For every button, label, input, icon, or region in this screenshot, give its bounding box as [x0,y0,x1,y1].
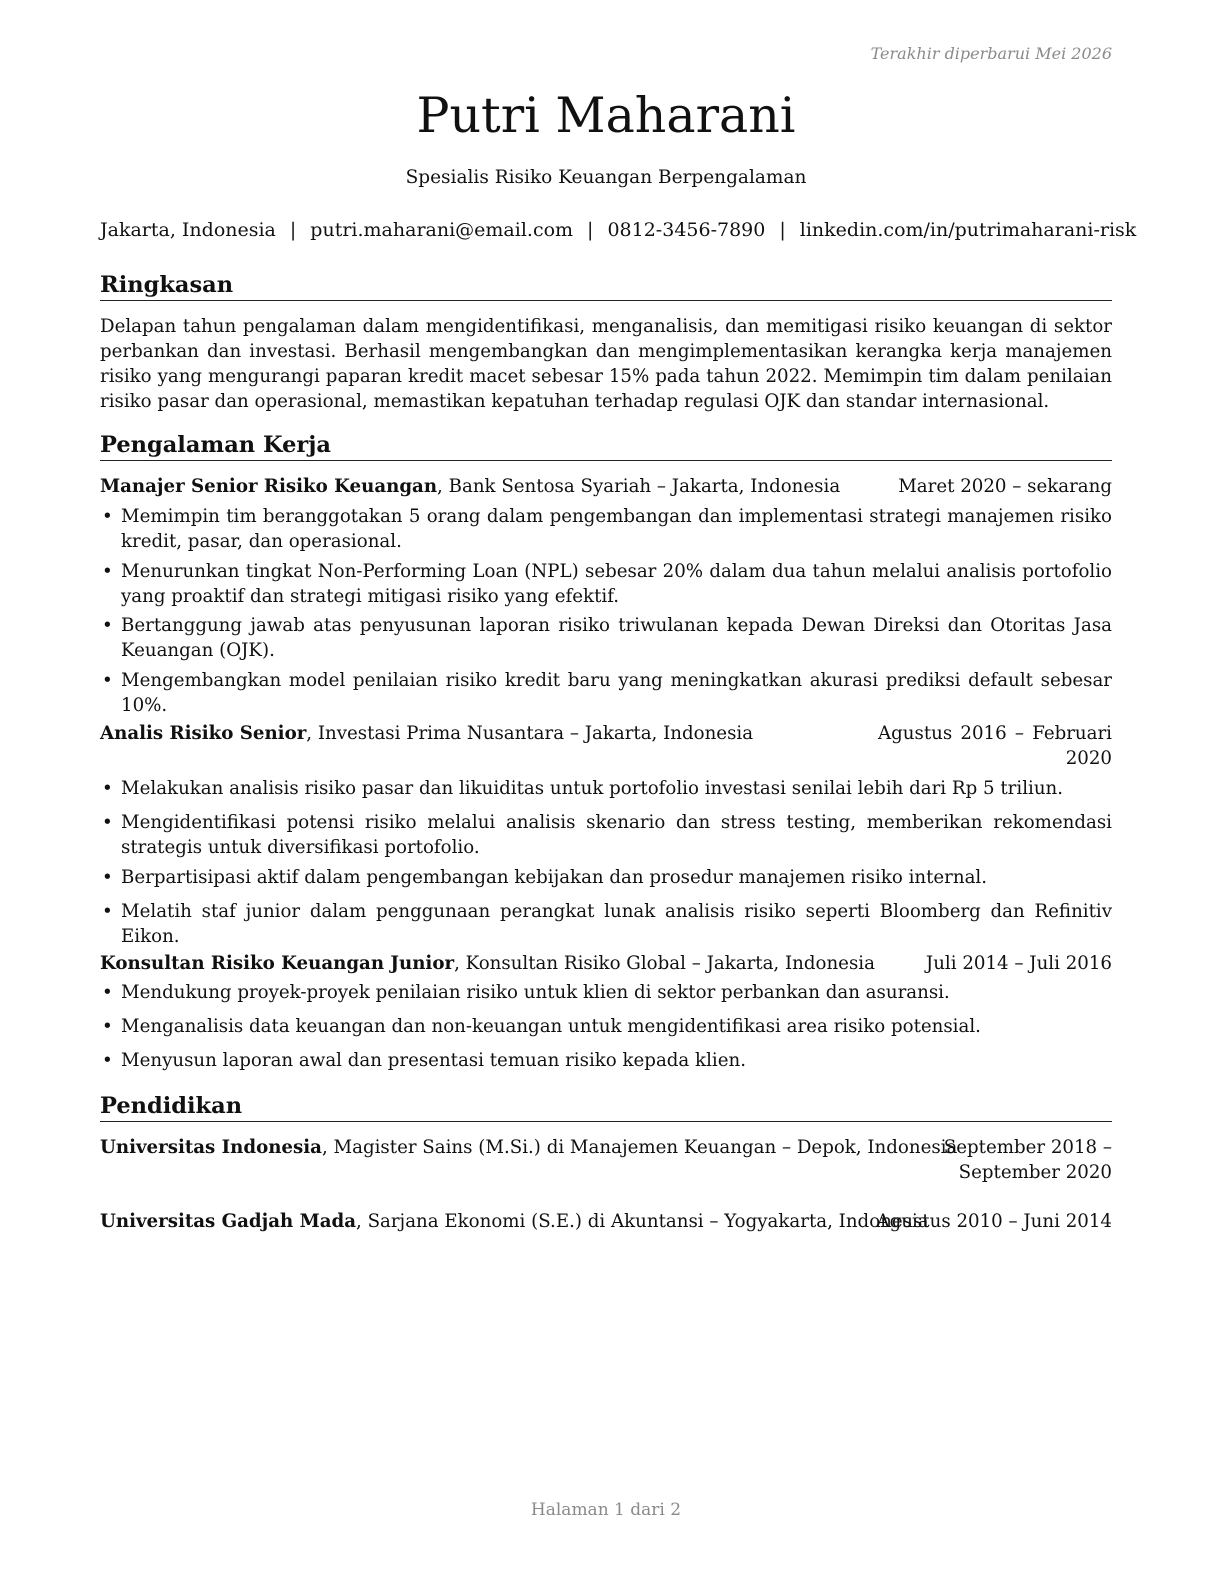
contact-separator: | [587,219,594,241]
education-dates: September 2018 – [943,1137,1112,1158]
contact-location: Jakarta, Indonesia [100,219,276,241]
job-title-line [100,474,840,499]
contact-separator: | [779,219,786,241]
job-role: Konsultan Risiko Keuangan Junior [100,953,455,974]
contact-phone: 0812-3456-7890 [607,219,766,241]
list-item: • Memimpin tim beranggotakan 5 orang dalam pengembangan dan implementasi strategi manajemen risiko kredit, pasar, dan operasional. [100,504,1112,554]
job-bullets [100,504,1112,722]
degree-name: , Magister Sains (M.Si.) di Manajemen Keuangan – Depok, Indonesia [321,1137,958,1158]
resume-page [100,0,1137,1584]
degree-name: , Sarjana Ekonomi (S.E.) di Akuntansi – Yogyakarta, Indonesia [356,1211,929,1232]
last-updated: Terakhir diperbarui Mei 2026 [870,44,1112,63]
job-role: Manajer Senior Risiko Keuangan [100,476,438,497]
education-dates: September 2020 [958,1162,1112,1183]
list-item: • Melatih staf junior dalam penggunaan perangkat lunak analisis risiko seperti Bloomberg dan Refinitiv Eikon. [100,899,1112,949]
job-dates: Maret 2020 – sekarang [898,476,1112,497]
list-item: • Mengembangkan model penilaian risiko kredit baru yang meningkatkan akurasi prediksi default sebesar 10%. [100,668,1112,718]
job-organization: , Konsultan Risiko Global – Jakarta, Indonesia [454,953,875,974]
list-item: • Menyusun laporan awal dan presentasi temuan risiko kepada klien. [100,1048,1112,1073]
school-name: Universitas Indonesia [100,1137,322,1158]
job-title-line [100,721,753,746]
candidate-headline: Spesialis Risiko Keuangan Berpengalaman [405,167,807,188]
list-item: • Mendukung proyek-proyek penilaian risiko untuk klien di sektor perbankan dan asuransi. [100,980,1112,1005]
list-item: • Bertanggung jawab atas penyusunan laporan risiko triwulanan kepada Dewan Direksi dan Otoritas Jasa Keuangan (OJK). [100,613,1112,663]
candidate-name: Putri Maharani [416,87,796,144]
contact-linkedin[interactable]: linkedin.com/in/putrimaharani-risk [799,219,1137,241]
job-organization: , Bank Sentosa Syariah – Jakarta, Indonesia [437,476,841,497]
section-title-summary: Ringkasan [100,270,1112,301]
contact-separator: | [289,219,297,241]
summary-text: Delapan tahun pengalaman dalam mengidentifikasi, menganalisis, dan memitigasi risiko keuangan di sektor perbankan dan investasi. Berhasil mengembangkan dan mengimplementasikan kerangka kerja manajemen risiko yang mengurangi paparan kredit macet sebesar 15% pada tahun 2022. Memimpin tim dalam penilaian risiko pasar dan operasional, memastikan kepatuhan terhadap regulasi OJK dan standar internasional. [100,316,1112,412]
job-bullets [100,980,1112,1078]
section-title-experience: Pengalaman Kerja [100,430,1112,461]
education-dates: Agustus 2010 – Juni 2014 [876,1211,1112,1232]
contact-email[interactable]: putri.maharani@email.com [310,219,574,241]
job-organization: , Investasi Prima Nusantara – Jakarta, Indonesia [306,723,754,744]
education-line [100,1209,929,1234]
section-title-education: Pendidikan [100,1091,1112,1122]
education-line [100,1135,957,1160]
school-name: Universitas Gadjah Mada [100,1211,356,1232]
job-title-line [100,951,875,976]
job-role: Analis Risiko Senior [100,723,307,744]
job-bullets [100,776,1112,954]
job-dates: Agustus 2016 – Februari 2020 [878,723,1112,769]
list-item: • Melakukan analisis risiko pasar dan likuiditas untuk portofolio investasi senilai lebih dari Rp 5 triliun. [100,776,1112,801]
list-item: • Mengidentifikasi potensi risiko melalui analisis skenario dan stress testing, memberikan rekomendasi strategis untuk diversifikasi portofolio. [100,810,1112,860]
job-dates: Juli 2014 – Juli 2016 [925,953,1112,974]
list-item: • Menurunkan tingkat Non-Performing Loan (NPL) sebesar 20% dalam dua tahun melalui analisis portofolio yang proaktif dan strategi mitigasi risiko yang efektif. [100,559,1112,609]
list-item: • Menganalisis data keuangan dan non-keuangan untuk mengidentifikasi area risiko potensial. [100,1014,1112,1039]
list-item: • Berpartisipasi aktif dalam pengembangan kebijakan dan prosedur manajemen risiko internal. [100,865,1112,890]
contact-line [100,219,1137,241]
page-number: Halaman 1 dari 2 [530,1500,682,1520]
